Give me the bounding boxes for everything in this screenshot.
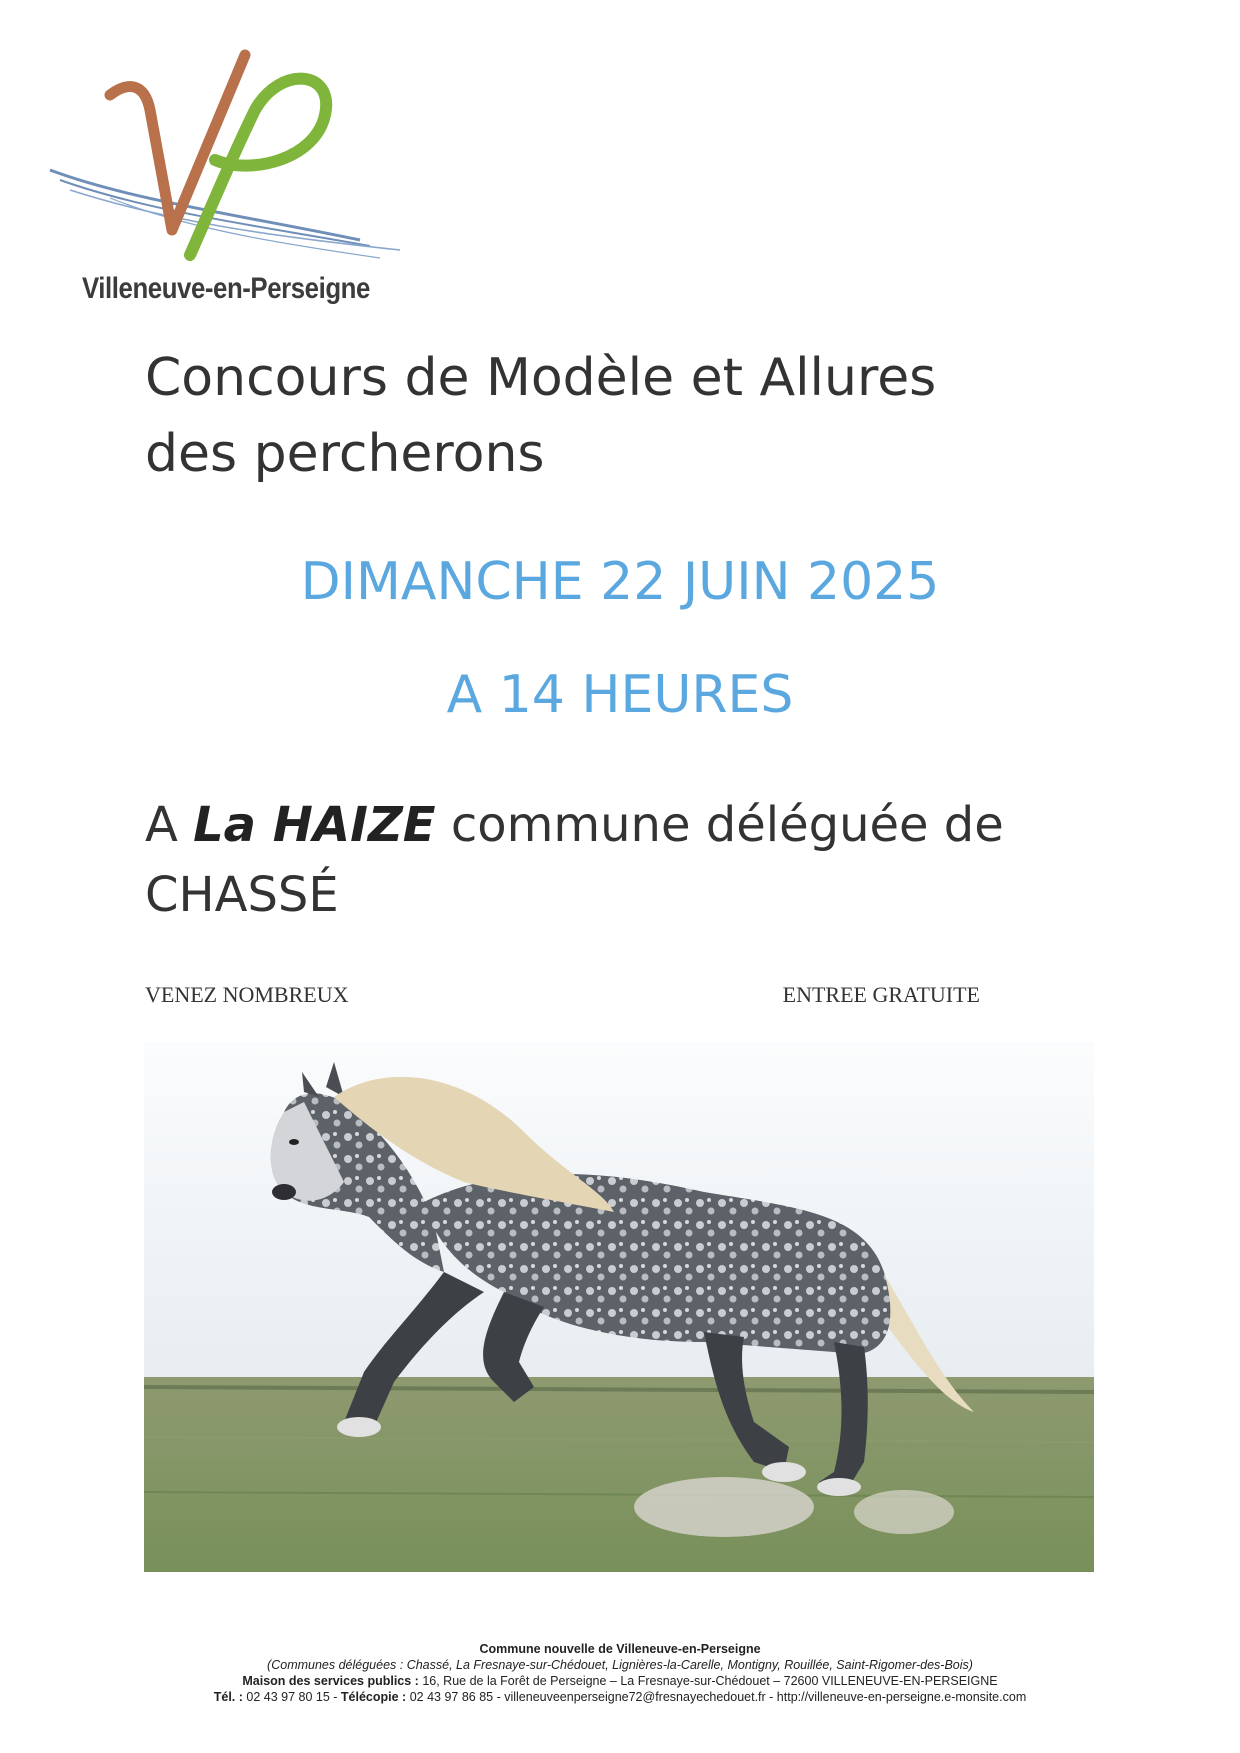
- footer-address-text: 16, Rue de la Forêt de Perseigne – La Fresnaye-sur-Chédouet – 72600 VILLENEUVE-EN-PERSEIGNE: [418, 1674, 998, 1688]
- event-time: A 14 HEURES: [446, 665, 794, 725]
- footer-title: Commune nouvelle de Villeneuve-en-Perseigne: [479, 1642, 761, 1656]
- vp-logo-icon: [40, 40, 410, 280]
- callout-venez-nombreux: VENEZ NOMBREUX: [145, 982, 349, 1007]
- logo-name: Villeneuve-en-Perseigne: [82, 272, 370, 305]
- footer-contact: [0, 1689, 1240, 1705]
- place-prefix: A: [145, 797, 194, 853]
- event-date: DIMANCHE 22 JUIN 2025: [300, 552, 940, 612]
- footer-fax: 02 43 97 86 85 - villeneuveenperseigne72@fresnayechedouet.fr - http://villeneuve-en-perseigne.e-monsite.com: [406, 1690, 1027, 1704]
- percheron-horse-image: [144, 1042, 1094, 1572]
- title-line-1: Concours de Modèle et Allures: [145, 348, 937, 408]
- title-line-2: des percherons: [145, 424, 545, 484]
- footer-tel: 02 43 97 80 15 -: [242, 1690, 341, 1704]
- footer-tel-label: Tél. :: [213, 1690, 243, 1704]
- place-line-2: CHASSÉ: [145, 867, 339, 923]
- footer-communes: (Communes déléguées : Chassé, La Fresnaye-sur-Chédouet, Lignières-la-Carelle, Montigny, Rouillée, Saint-Rigomer-des-Bois): [267, 1658, 973, 1672]
- callout-entree-gratuite: ENTREE GRATUITE: [782, 982, 980, 1007]
- event-title: [145, 340, 1145, 492]
- footer-address: [0, 1673, 1240, 1689]
- place-suffix: commune déléguée de: [435, 797, 1004, 853]
- event-place: [145, 790, 1145, 930]
- footer-address-label: Maison des services publics :: [242, 1674, 419, 1688]
- place-name: La HAIZE: [193, 797, 436, 853]
- logo: [40, 40, 410, 320]
- horse-photo: [144, 1042, 1094, 1572]
- place-line-1: [145, 790, 1145, 860]
- footer: [0, 1641, 1240, 1705]
- footer-fax-label: Télécopie :: [340, 1690, 407, 1704]
